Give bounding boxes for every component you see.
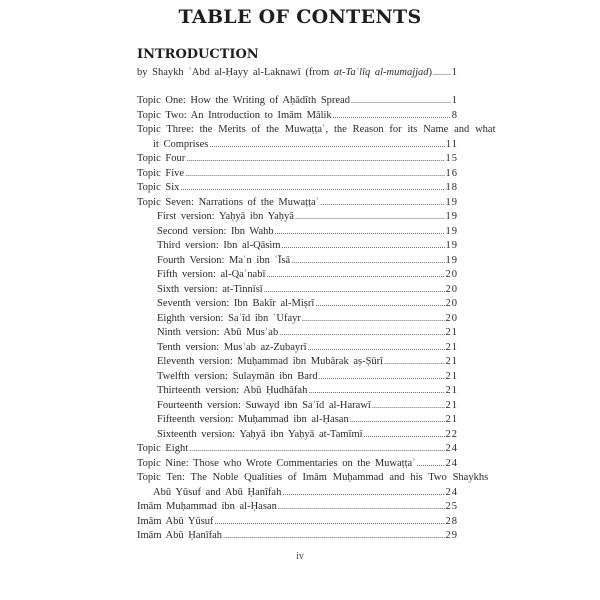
toc-page-number: 19: [445, 254, 458, 266]
toc-row: [137, 457, 458, 472]
dot-leader: [319, 370, 445, 385]
toc-row-subentry: [137, 210, 458, 225]
toc-page-number: 19: [445, 211, 458, 222]
toc-page-number: 21: [445, 370, 458, 382]
page-footer-number: iv: [296, 551, 304, 562]
dot-leader: [209, 138, 444, 153]
toc-page-number: 19: [445, 240, 458, 251]
toc-entry-label: by Shaykh ʿAbd al-Ḥayy al-Laknawī (from at-Taʿlīq al-mumajjad): [137, 67, 433, 78]
dot-leader: [351, 94, 451, 109]
toc-row-subentry: [137, 428, 458, 443]
toc-row-subentry: [137, 341, 458, 356]
toc-entry-label: Fourth Version: Maʿn ibn ʿĪsā: [157, 254, 291, 266]
toc-page-number: 20: [445, 269, 458, 280]
toc-row: [137, 123, 496, 138]
toc-entry-label-continuation: Abū Yūsuf and Abū Ḥanīfah: [153, 486, 282, 498]
toc-row: [137, 529, 458, 544]
toc-entry-label: Topic Three: the Merits of the Muwaṭṭaʾ, the Reason for its Name and what: [137, 124, 496, 135]
dot-leader: [186, 152, 444, 167]
toc-entry-label: Topic Ten: The Noble Qualities of Imām Muḥammad and his Two Shaykhs: [137, 472, 489, 483]
dot-leader: [180, 181, 444, 196]
toc-row-subentry: [137, 268, 458, 283]
toc-entry-label: Thirteenth version: Abū Ḥudhāfah: [157, 385, 308, 396]
toc-entry-label: Fifth version: al-Qaʿnabī: [157, 269, 266, 280]
toc-row-subentry: [137, 384, 458, 399]
dot-leader: [291, 254, 444, 269]
toc-page-number: 21: [445, 414, 458, 425]
toc-page-number: 20: [445, 312, 458, 324]
toc-row: [137, 471, 489, 486]
toc-row-subentry: [137, 254, 458, 269]
toc-row: [137, 181, 458, 196]
dot-leader: [279, 326, 444, 341]
toc-page-number: 24: [445, 457, 458, 469]
dot-leader: [384, 355, 444, 370]
toc-page-number: 29: [445, 530, 458, 541]
toc-page-number: 21: [445, 385, 458, 396]
toc-entry-label: Fifteenth version: Muḥammad ibn al-Ḥasan: [157, 414, 349, 425]
toc-entry-label: Topic Eight: [137, 443, 189, 454]
toc-entry-label: Topic Nine: Those who Wrote Commentaries on the Muwaṭṭaʾ: [137, 457, 416, 469]
dot-leader: [350, 413, 445, 428]
toc-entry-label: Seventh version: Ibn Bakīr al-Miṣrī: [157, 298, 315, 309]
dot-leader: [333, 109, 451, 124]
toc-row: [137, 500, 458, 515]
toc-page-number: 24: [445, 486, 458, 498]
dot-leader: [282, 239, 445, 254]
toc-row: [137, 66, 458, 81]
toc-entry-label: Topic Six: [137, 182, 180, 193]
toc-entry-label: Imām Abū Ḥanīfah: [137, 530, 223, 541]
toc-entries-list: [137, 94, 496, 544]
dot-leader: [223, 529, 444, 544]
toc-row: [137, 196, 458, 211]
toc-row-subentry: [137, 297, 458, 312]
toc-entry-label: Eighth version: Saʿīd ibn ʿUfayr: [157, 312, 301, 324]
toc-row-subentry: [137, 283, 458, 298]
toc-entry-label: Sixteenth version: Yaḥyā ibn Yaḥyā at-Tamīmī: [157, 428, 363, 440]
toc-entry-label: First version: Yaḥyā ibn Yaḥyā: [157, 211, 294, 222]
toc-row: [137, 94, 458, 109]
toc-row-continuation: [137, 486, 458, 501]
toc-row-subentry: [137, 413, 458, 428]
toc-page-number: 21: [445, 341, 458, 353]
toc-page-number: 21: [445, 327, 458, 338]
dot-leader: [278, 500, 445, 515]
toc-entry-label: Twelfth version: Sulaymān ibn Bard: [157, 370, 318, 382]
toc-entry-label: Sixth version: at-Tinnīsī: [157, 283, 263, 295]
toc-page-number: 21: [445, 399, 458, 411]
toc-entry-label: Topic Seven: Narrations of the Muwaṭṭaʾ: [137, 196, 320, 208]
toc-entry-label: Topic One: How the Writing of Aḥādīth Spread: [137, 95, 350, 106]
toc-entry-label-continuation: it Comprises: [153, 138, 209, 150]
toc-row-subentry: [137, 355, 458, 370]
dot-leader: [308, 341, 445, 356]
toc-page-number: 19: [445, 225, 458, 237]
toc-page-number: 11: [445, 138, 458, 150]
dot-leader: [295, 210, 445, 225]
toc-page-number: 1: [451, 95, 458, 106]
toc-page-number: 19: [445, 196, 458, 208]
toc-page-number: 25: [445, 501, 458, 512]
dot-leader: [302, 312, 445, 327]
toc-row: [137, 167, 458, 182]
toc-entry-label: Tenth version: Musʿab az-Zubayrī: [157, 341, 307, 353]
toc-row-subentry: [137, 370, 458, 385]
dot-leader: [266, 268, 444, 283]
dot-leader: [308, 384, 444, 399]
toc-page-number: 18: [445, 182, 458, 193]
toc-entry-label: Third version: Ibn al-Qāsim: [157, 240, 281, 251]
dot-leader: [215, 515, 445, 530]
toc-entry-label: Ninth version: Abū Musʿab: [157, 327, 279, 338]
toc-page-number: 16: [445, 167, 458, 179]
toc-page-number: 22: [445, 428, 458, 440]
toc-row-subentry: [137, 312, 458, 327]
toc-page-number: 21: [445, 356, 458, 367]
section-heading-introduction: INTRODUCTION: [137, 47, 259, 62]
toc-page-number: 28: [445, 515, 458, 527]
toc-page-number: 24: [445, 443, 458, 454]
page-title: TABLE OF CONTENTS: [178, 6, 422, 28]
dot-leader: [185, 167, 444, 182]
dot-leader: [315, 297, 444, 312]
toc-entry-label: Topic Four: [137, 153, 186, 164]
toc-entry-label: Second version: Ibn Wahb: [157, 225, 274, 237]
dot-leader: [264, 283, 445, 298]
toc-page-number: 8: [451, 109, 458, 121]
toc-entry-label: Imām Muḥammad ibn al-Ḥasan: [137, 501, 277, 512]
dot-leader: [320, 196, 444, 211]
dot-leader: [417, 457, 445, 472]
toc-row: [137, 109, 458, 124]
toc-page-number: 20: [445, 283, 458, 295]
toc-row: [137, 442, 458, 457]
introduction-entry: [137, 66, 458, 81]
dot-leader: [275, 225, 445, 240]
dot-leader: [282, 486, 444, 501]
toc-row-subentry: [137, 399, 458, 414]
dot-leader: [433, 66, 451, 81]
toc-row-subentry: [137, 326, 458, 341]
toc-page-number: 1: [451, 67, 458, 78]
toc-entry-label: Fourteenth version: Suwayd ibn Saʿīd al-Harawī: [157, 399, 371, 411]
dot-leader: [189, 442, 444, 457]
toc-row: [137, 515, 458, 530]
toc-page-number: 20: [445, 298, 458, 309]
toc-entry-label: Topic Two: An Introduction to Imām Mālik: [137, 109, 332, 121]
toc-row-subentry: [137, 225, 458, 240]
toc-entry-label: Imām Abū Yūsuf: [137, 515, 214, 527]
toc-entry-label: Topic Five: [137, 167, 185, 179]
toc-row-continuation: [137, 138, 458, 153]
toc-page-number: 15: [445, 153, 458, 164]
dot-leader: [372, 399, 445, 414]
dot-leader: [364, 428, 445, 443]
toc-row-subentry: [137, 239, 458, 254]
toc-entry-label: Eleventh version: Muḥammad ibn Mubārak aṣ-Ṣūrī: [157, 356, 384, 367]
toc-row: [137, 152, 458, 167]
